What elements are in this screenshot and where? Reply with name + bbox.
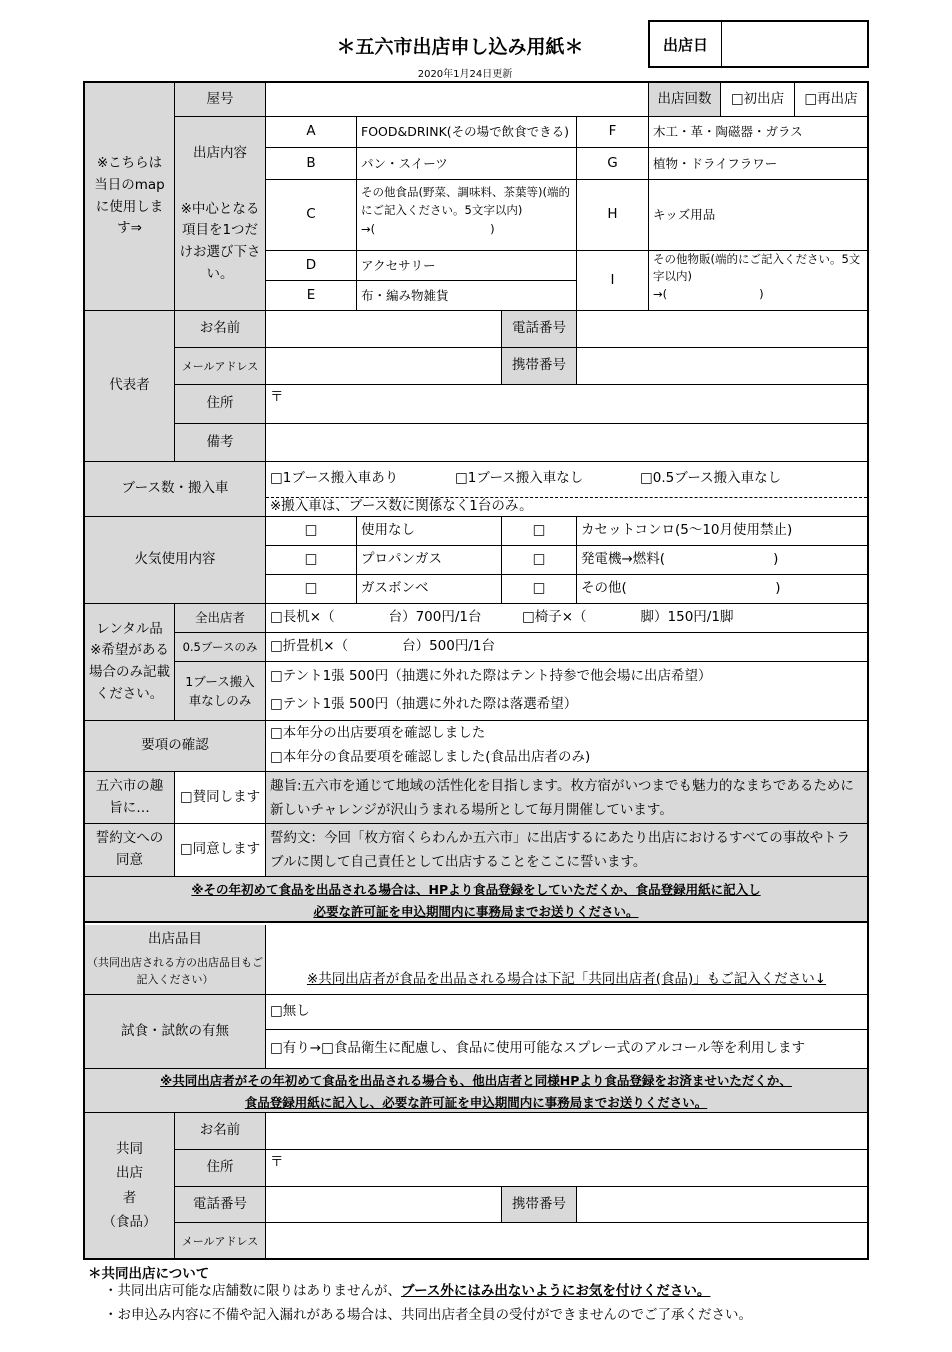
rep-mail-input[interactable] <box>266 348 502 385</box>
oath-agree-checkbox[interactable]: □同意します <box>175 824 266 877</box>
fire-check-generator[interactable]: □ <box>502 546 577 575</box>
rep-name-label: お名前 <box>175 311 266 348</box>
content-label: 出店内容 <box>193 145 247 162</box>
content-note: ※中心となる項目を1つだけお選び下さい。 <box>179 200 261 282</box>
category-c[interactable]: その他食品(野菜、調味料、茶葉等)(端的にご記入ください。5文字以内) →( ) <box>357 180 577 251</box>
co-mobile-input[interactable] <box>577 1187 867 1223</box>
rep-address-label: 住所 <box>175 385 266 424</box>
rep-name-input[interactable] <box>266 311 502 348</box>
co-name-input[interactable] <box>266 1113 867 1150</box>
rep-remarks-input[interactable] <box>266 424 867 462</box>
category-g[interactable]: 植物・ドライフラワー <box>649 148 867 180</box>
co-food-notice <box>85 1069 867 1113</box>
category-code-f: F <box>577 117 649 148</box>
purpose-agree-checkbox[interactable]: □賛同します <box>175 772 266 824</box>
co-phone-input[interactable] <box>266 1187 502 1223</box>
booth-label: ブース数・搬入車 <box>85 462 266 517</box>
date-box <box>648 20 869 68</box>
confirm-food-checkbox[interactable]: □本年分の食品要項を確認しました(食品出店者のみ) <box>266 745 867 772</box>
items-note: ※共同出店者が食品を出品される場合は下記「共同出店者(食品)」もご記入ください↓ <box>306 971 827 988</box>
co-food-notice-line-2: 食品登録用紙に記入し、必要な許可証を申込期間内に事務局までお送りください。 <box>244 1095 708 1110</box>
fire-check-propane[interactable]: □ <box>266 546 357 575</box>
shop-name-label: 屋号 <box>175 83 266 117</box>
footer-note-1 <box>104 1281 864 1303</box>
rep-mobile-input[interactable] <box>577 348 867 385</box>
rental-half-options[interactable]: □折畳机×（ 台）500円/1台 <box>266 633 867 662</box>
confirm-label: 要項の確認 <box>85 721 266 772</box>
content-label-cell <box>175 117 266 311</box>
purpose-label: 五六市の趣旨に… <box>85 772 175 824</box>
category-code-e: E <box>266 281 357 311</box>
category-d[interactable]: アクセサリー <box>357 251 577 281</box>
category-e[interactable]: 布・編み物雑貨 <box>357 281 577 311</box>
rep-mail-label: メールアドレス <box>175 348 266 385</box>
fire-check-none[interactable]: □ <box>266 517 357 546</box>
booth-note: ※搬入車は、ブース数に関係なく1台のみ。 <box>266 497 867 517</box>
category-i[interactable]: その他物販(端的にご記入ください。5文字以内) →( ) <box>649 251 867 311</box>
rep-address-input[interactable]: 〒 <box>266 385 867 424</box>
co-exhibit-heading: ＊共同出店について <box>88 1266 210 1282</box>
form-title: ＊五六市出店申し込み用紙＊ <box>336 35 584 58</box>
co-address-input[interactable]: 〒 <box>266 1150 867 1187</box>
category-code-g: G <box>577 148 649 180</box>
rental-tent-option-2[interactable]: □テント1張 500円（抽選に外れた際は落選希望） <box>266 690 867 721</box>
food-notice-line-1: ※その年初めて食品を出品される場合は、HPより食品登録をしていただくか、食品登録用紙に記入し <box>191 882 761 897</box>
co-mail-input[interactable] <box>266 1223 867 1258</box>
date-input[interactable] <box>723 22 867 66</box>
fire-propane: プロパンガス <box>357 546 502 575</box>
co-phone-label: 電話番号 <box>175 1187 266 1223</box>
date-label: 出店日 <box>650 22 722 66</box>
category-code-a: A <box>266 117 357 148</box>
rental-all-label: 全出店者 <box>175 604 266 633</box>
map-note: ※こちらは当日のmapに使用します⇒ <box>85 83 175 311</box>
co-mobile-label: 携帯番号 <box>502 1187 577 1223</box>
rental-half-label: 0.5ブースのみ <box>175 633 266 662</box>
purpose-text: 趣旨:五六市を通じて地域の活性化を目指します。枚方宿がいつまでも魅力的なまちであるために新しいチャレンジが沢山うまれる場所として毎月開催しています。 <box>266 772 867 824</box>
rental-label: レンタル品 ※希望がある場合のみ記載ください。 <box>85 604 175 721</box>
booth-option-3[interactable]: □0.5ブース搬入車なし <box>640 470 782 486</box>
footer-note-2: ・お申込み内容に不備や記入漏れがある場合は、共同出店者全員の受付ができませんのでご了承ください。 <box>104 1307 752 1323</box>
tasting-label: 試食・試飲の有無 <box>85 995 266 1069</box>
rep-mobile-label: 携帯番号 <box>502 348 577 385</box>
fire-other: その他( ) <box>577 575 867 604</box>
fire-check-cylinder[interactable]: □ <box>266 575 357 604</box>
footer-note-1-text: ・共同出店可能な店舗数に限りはありませんが、 <box>104 1283 401 1299</box>
co-exhibitor-label: 共同 出店 者 （食品） <box>85 1113 175 1258</box>
repeat-checkbox[interactable]: □再出店 <box>795 83 867 117</box>
oath-label: 誓約文への同意 <box>85 824 175 877</box>
category-code-h: H <box>577 180 649 251</box>
rep-phone-label: 電話番号 <box>502 311 577 348</box>
footer-note-1-emphasis: ブース外にはみ出ないようにお気を付けください。 <box>401 1283 711 1299</box>
visit-count-label: 出店回数 <box>649 83 721 117</box>
fire-cylinder: ガスボンベ <box>357 575 502 604</box>
items-input[interactable] <box>266 925 867 995</box>
fire-generator: 発電機→燃料( ) <box>577 546 867 575</box>
updated-date: 2020年1月24日更新 <box>417 68 513 80</box>
fire-none: 使用なし <box>357 517 502 546</box>
rental-tent-option-1[interactable]: □テント1張 500円（抽選に外れた際はテント持参で他会場に出店希望） <box>270 668 712 685</box>
fire-check-cassette[interactable]: □ <box>502 517 577 546</box>
tasting-none-checkbox[interactable]: □無し <box>266 995 867 1030</box>
category-a[interactable]: FOOD&DRINK(その場で飲食できる) <box>357 117 577 148</box>
items-sub-label: （共同出店される方の出店品目もご記入ください） <box>87 955 263 986</box>
co-food-notice-line-1: ※共同出店者がその年初めて食品を出品される場合も、他出店者と同様HPより食品登録をお済ませいただくか、 <box>160 1073 792 1088</box>
co-address-label: 住所 <box>175 1150 266 1187</box>
shop-name-input[interactable] <box>266 83 649 117</box>
category-code-d: D <box>266 251 357 281</box>
fire-cassette: カセットコンロ(5～10月使用禁止) <box>577 517 867 546</box>
rental-one-label: 1ブース搬入車なしのみ <box>175 662 266 721</box>
category-h[interactable]: キッズ用品 <box>649 180 867 251</box>
rental-all-options[interactable]: □長机×（ 台）700円/1台 □椅子×（ 脚）150円/1脚 <box>266 604 867 633</box>
food-notice-line-2: 必要な許可証を申込期間内に事務局までお送りください。 <box>313 904 639 919</box>
booth-option-2[interactable]: □1ブース搬入車なし <box>455 470 584 486</box>
first-time-checkbox[interactable]: □初出店 <box>721 83 795 117</box>
representative-label: 代表者 <box>85 311 175 462</box>
oath-text: 誓約文：今回「枚方宿くらわんか五六市」に出店するにあたり出店におけるすべての事故やトラブルに関して自己責任として出店することをここに誓います。 <box>266 824 867 877</box>
items-label: 出店品目 <box>148 931 202 948</box>
category-f[interactable]: 木工・革・陶磁器・ガラス <box>649 117 867 148</box>
fire-label: 火気使用内容 <box>85 517 266 604</box>
category-code-b: B <box>266 148 357 180</box>
rep-remarks-label: 備考 <box>175 424 266 462</box>
category-code-c: C <box>266 180 357 251</box>
category-code-i: I <box>577 251 649 311</box>
co-name-label: お名前 <box>175 1113 266 1150</box>
booth-option-1[interactable]: □1ブース搬入車あり <box>270 470 399 486</box>
co-mail-label: メールアドレス <box>175 1223 266 1258</box>
confirm-rules-checkbox[interactable]: □本年分の出店要項を確認しました <box>270 725 486 742</box>
tasting-yes-checkbox[interactable]: □有り→□食品衛生に配慮し、食品に使用可能なスプレー式のアルコール等を利用します <box>266 1030 867 1069</box>
food-notice <box>85 877 867 923</box>
items-label-cell <box>85 925 266 995</box>
fire-check-other[interactable]: □ <box>502 575 577 604</box>
rep-phone-input[interactable] <box>577 311 867 348</box>
category-b[interactable]: パン・スイーツ <box>357 148 577 180</box>
